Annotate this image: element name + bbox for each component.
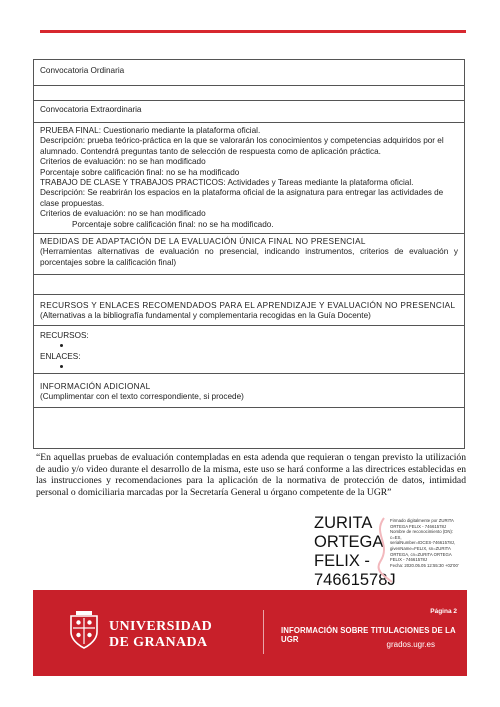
signature-name-line: FELIX -	[314, 552, 370, 570]
prueba-line: TRABAJO DE CLASE Y TRABAJOS PRACTICOS: Actividades y Tareas mediante la plataforma oficial.	[40, 178, 414, 188]
header-accent-bar	[40, 30, 466, 33]
row-prueba-final	[34, 122, 464, 233]
university-name-line2: DE GRANADA	[109, 635, 208, 650]
signature-detail-line: ORTEGA, cn=ZURITA ORTEGA	[390, 551, 452, 557]
signature-detail-line: Fecha: 2020.05.05 12:55:30 +02'00'	[390, 562, 459, 568]
row-informacion-adicional	[34, 373, 464, 407]
enlaces-label: ENLACES:	[40, 351, 81, 361]
recursos-bullet	[40, 341, 458, 351]
row-empty-info	[34, 407, 464, 448]
signature-detail-line: serialNumber=IDCES-74661578J,	[390, 540, 456, 546]
info-adicional-title: INFORMACIÓN ADICIONAL	[40, 382, 151, 391]
convocatoria-ordinaria-label: Convocatoria Ordinaria	[40, 66, 125, 75]
footer-info-text: INFORMACIÓN SOBRE TITULACIONES DE LA UGR	[281, 626, 456, 644]
row-convocatoria-extraordinaria	[34, 100, 464, 122]
page-number: Página 2	[430, 608, 457, 615]
row-empty-ordinaria	[34, 85, 464, 100]
university-crest-icon	[67, 610, 101, 650]
enlaces-bullet	[40, 362, 458, 372]
signature-name-line: ORTEGA	[314, 533, 384, 551]
signature-name-line: ZURITA	[314, 514, 373, 532]
signature-detail-line: ORTEGA FELIX - 74661578J	[390, 523, 447, 529]
row-recursos-list	[34, 325, 464, 373]
evaluation-table	[33, 59, 465, 449]
data-protection-quote: “En aquellas pruebas de evaluación contempladas en esta adenda que requieran o tengan previsto la utilización de audio y/o video durante el desarrollo de la misma, este uso se hará conforme a las directrices establecidas en las instrucciones y recomendaciones para la aplicación de la normativa de protección de datos, intimidad personal o domiciliaria marcadas por la Secretaría General u órgano competente de la UGR”	[36, 452, 466, 498]
signature-name-line: 74661578J	[314, 571, 396, 589]
signature-detail-line: Nombre de reconocimiento (DN):	[390, 529, 454, 535]
footer-banner	[33, 590, 467, 676]
row-convocatoria-ordinaria	[34, 60, 464, 85]
prueba-line: Descripción: Se reabrirán los espacios en la plataforma oficial de la asignatura para entregar las actividades de clase propuestas.	[40, 188, 444, 208]
prueba-line: PRUEBA FINAL: Cuestionario mediante la plataforma oficial.	[40, 126, 261, 135]
recursos-description: (Alternativas a la bibliografía fundamental y complementaria recogidas en la Guía Docente)	[40, 311, 371, 321]
prueba-line: Criterios de evaluación: no se han modificado	[40, 209, 206, 219]
prueba-line-indented: Porcentaje sobre calificación final: no se ha modificado.	[72, 219, 274, 229]
prueba-line: Descripción: prueba teórico-práctica en la que se valorarán los conocimientos y competencias adquiridos por el alumnado. Contendrá preguntas tanto de selección de respuesta como de aplicación práctica.	[40, 136, 444, 156]
footer-site-link[interactable]: grados.ugr.es	[386, 640, 435, 649]
university-name-line1: UNIVERSIDAD	[109, 619, 213, 634]
signature-details	[390, 518, 482, 568]
signature-detail-line: givenName=FELIX, sn=ZURITA	[390, 545, 451, 551]
row-medidas-adaptacion	[34, 233, 464, 274]
footer-divider	[263, 610, 264, 654]
prueba-line: Criterios de evaluación: no se han modificado	[40, 157, 206, 167]
info-adicional-description: (Cumplimentar con el texto correspondiente, si procede)	[40, 392, 244, 402]
recursos-label: RECURSOS:	[40, 331, 89, 340]
signature-detail-line: c=ES,	[390, 534, 402, 540]
medidas-title: MEDIDAS DE ADAPTACIÓN DE LA EVALUACIÓN ÚNICA FINAL NO PRESENCIAL	[40, 237, 366, 246]
recursos-title: RECURSOS Y ENLACES RECOMENDADOS PARA EL APRENDIZAJE Y EVALUACIÓN NO PRESENCIAL	[40, 301, 456, 310]
convocatoria-extraordinaria-label: Convocatoria Extraordinaria	[40, 105, 142, 114]
signature-detail-line: Firmado digitalmente por ZURITA	[390, 518, 454, 523]
signature-detail-line: FELIX - 74661578J	[390, 557, 428, 563]
prueba-line: Porcentaje sobre calificación final: no se ha modificado	[40, 167, 240, 177]
row-empty-medidas	[34, 274, 464, 294]
medidas-description: (Herramientas alternativas de evaluación no presencial, indicando instrumentos, criterios de evaluación y porcentajes sobre la calificación final)	[40, 247, 458, 267]
row-recursos-enlaces	[34, 294, 464, 325]
